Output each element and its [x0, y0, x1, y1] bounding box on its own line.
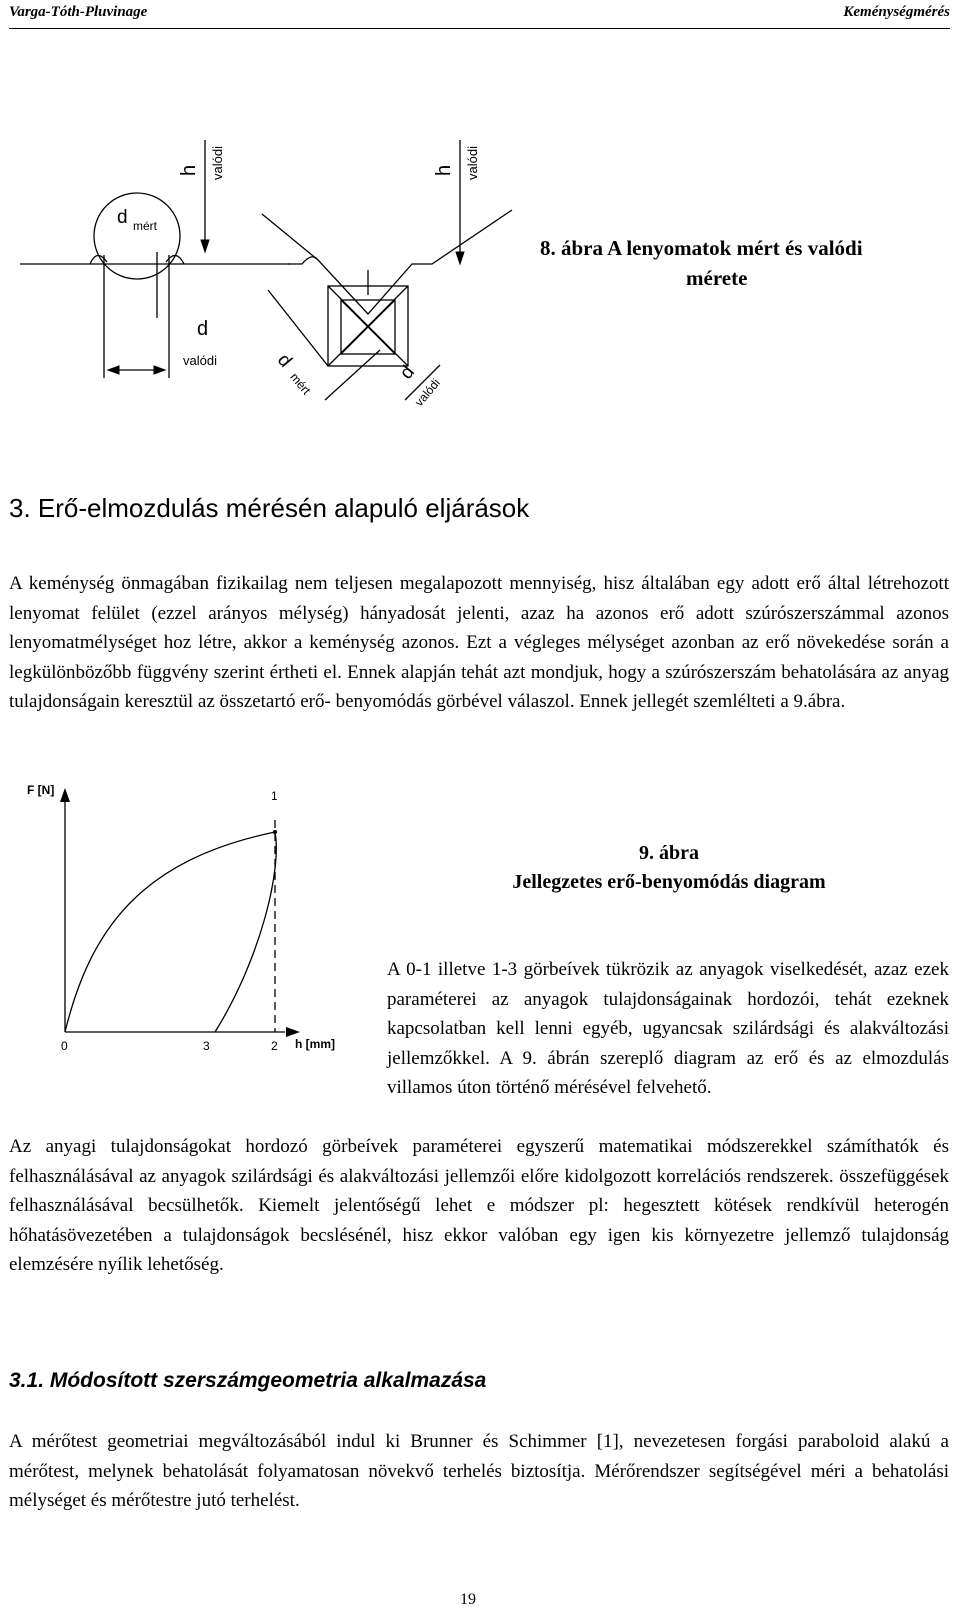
unloading-curve-1-3	[215, 832, 276, 1032]
figure-9-caption-line1: 9. ábra	[639, 842, 699, 864]
figure-9-caption	[469, 839, 869, 897]
d-real-label: d	[197, 318, 209, 340]
figure-8-diagram	[0, 140, 520, 415]
d-diagonal-measured-label: d	[272, 350, 296, 372]
d-diagonal-real-sub: valódi	[412, 375, 443, 409]
running-header	[9, 4, 950, 29]
sphere-indent-drawing	[20, 140, 290, 378]
page-number: 19	[460, 1591, 476, 1608]
x-axis-label: h [mm]	[295, 1037, 335, 1051]
d-real-sub: valódi	[183, 353, 217, 368]
d-measured-sub: mért	[133, 219, 157, 233]
figure-8-caption-line1: 8. ábra A lenyomatok mért és valódi	[540, 236, 863, 260]
section-heading: 3. Erő-elmozdulás mérésén alapuló eljárások	[9, 493, 530, 523]
h-sub-pyramid: valódi	[465, 146, 480, 180]
point-label-3: 3	[203, 1039, 210, 1053]
paragraph-figure-explanation: A 0-1 illetve 1-3 görbeívek tükrözik az anyagok viselkedését, azaz ezek paraméterei az anyagok tulajdonságainak hordozói, tehát ezeknek kapcsolatban kell lenni egyéb, ugyancsak szilárdsági és alakváltozási jellemzőkkel. A 9. ábrán szereplő diagram az erő és az elmozdulás villamos úton történő mérésével felvehető.	[387, 959, 949, 1098]
point-label-2: 2	[271, 1039, 278, 1053]
point-label-1: 1	[271, 789, 278, 803]
figure-8-caption-line2: mérete	[686, 266, 748, 290]
figure-9-diagram	[20, 780, 360, 1080]
paragraph-continuation: Az anyagi tulajdonságokat hordozó görbeívek paraméterei egyszerű matematikai módszerekkel számíthatók és felhasználásával az anyagok szilárdsági és alakváltozási jellemzői előre kidolgozott korrelációs rendszerek. összefüggések felhasználásával becsülhetők. Kiemelt jelentőségű lehet e módszer pl: hegesztett kötések rendkívül heterogén hőhatásövezetében a tulajdonságok becslésénél, hisz ekkor valóban egy igen kis környezetre jellemző tulajdonság elemzésére nyílik lehetőség.	[9, 1136, 949, 1275]
y-axis-label: F [N]	[27, 783, 55, 797]
subsection-heading: 3.1. Módosított szerszámgeometria alkalmazása	[9, 1369, 487, 1392]
h-label-pyramid: h	[433, 164, 455, 176]
paragraph-intro: A keménység önmagában fizikailag nem teljesen megalapozott mennyiség, hisz általában egy adott erő által létrehozott lenyomat felület (ezzel arányos mélység) hányadosát jelenti, azaz ha azonos erő adott szúrószerszámmal azonos lenyomatmélységet hoz létre, akkor a keménység azonos. Ezt a végleges mélységet azonban az erő növekedése során a legkülönbözőbb függvény szerint értheti el. Ennek alapján tehát azt mondjuk, hogy a szúrószerszám behatolására az anyag tulajdonságain keresztül az összetartó erő- benyomódás görbével válaszol. Ennek jellegét szemlélteti a 9.ábra.	[9, 573, 949, 712]
paragraph-subsection: A mérőtest geometriai megváltozásából indul ki Brunner és Schimmer [1], nevezetesen forgási paraboloid alakú a mérőtest, melynek behatolását folyamatosan növekvő terhelés biztosítja. Mérőrendszer segítségével méri a behatolási mélységet és mérőtestre jutó terhelést.	[9, 1431, 949, 1511]
h-label-sphere: h	[178, 164, 200, 176]
loading-curve-0-1	[65, 832, 275, 1032]
header-title: Keménységmérés	[843, 4, 950, 20]
h-sub-sphere: valódi	[210, 146, 225, 180]
point-label-0: 0	[61, 1039, 68, 1053]
figure-9-caption-line2: Jellegzetes erő-benyomódás diagram	[512, 871, 826, 893]
figure-8-caption	[540, 233, 940, 293]
header-authors: Varga-Tóth-Pluvinage	[9, 4, 148, 20]
d-measured-label: d	[117, 207, 128, 228]
d-diagonal-real-label: d	[396, 361, 419, 384]
d-diagonal-measured-sub: mért	[287, 370, 314, 398]
